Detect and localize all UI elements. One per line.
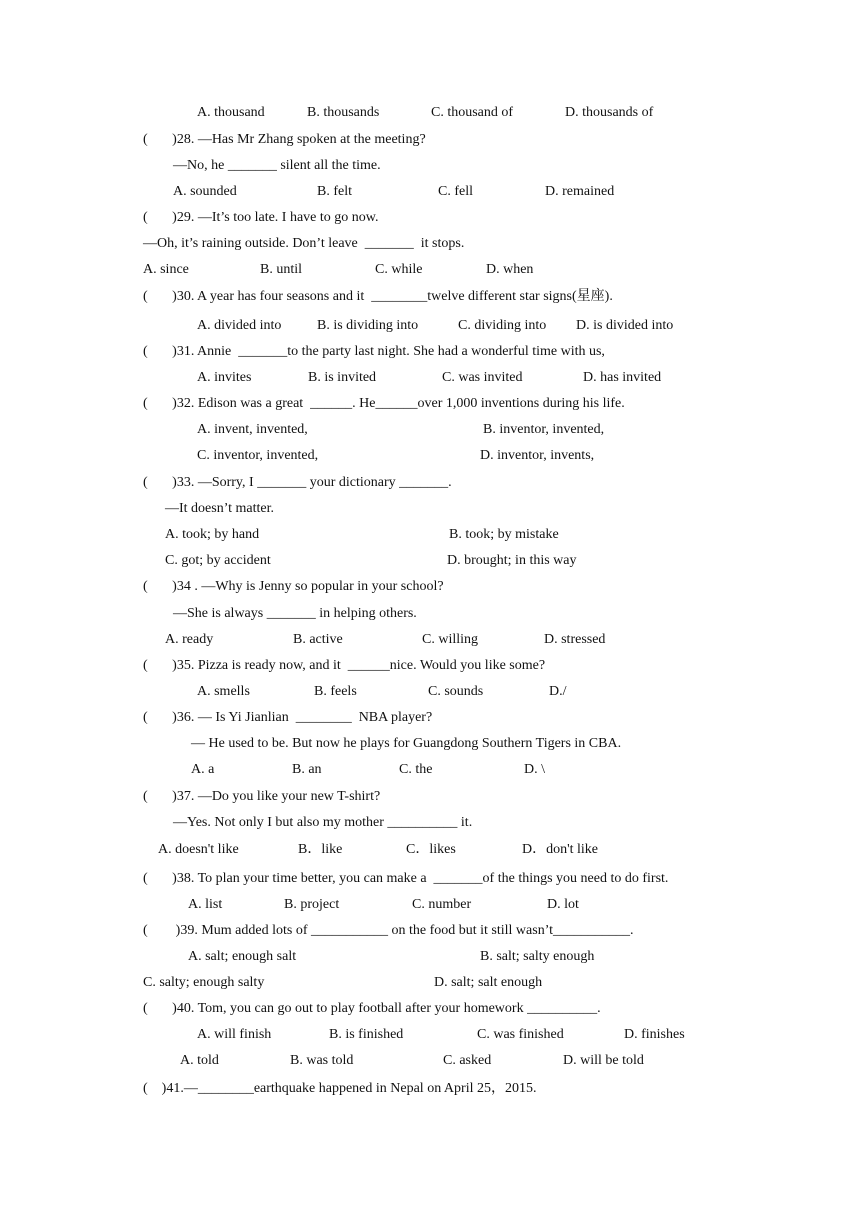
answer-option: A. thousand — [197, 105, 265, 120]
answer-option: D. has invited — [583, 370, 662, 385]
answer-option: D. remained — [545, 184, 615, 199]
question-stem: ( )32. Edison was a great ______. He______over 1,000 inventions during his life. — [143, 396, 625, 411]
answer-option: C. while — [375, 262, 423, 277]
answer-option: C. willing — [422, 632, 479, 647]
answer-option: D. lot — [547, 897, 579, 912]
answer-option: A. invent, invented, — [197, 422, 308, 437]
answer-option: B. salt; salty enough — [480, 949, 595, 964]
answer-option: C. number — [412, 897, 472, 912]
answer-option: A. divided into — [197, 318, 282, 333]
answer-option: A. doesn't like — [158, 842, 239, 857]
dialogue-line: —It doesn’t matter. — [165, 501, 274, 516]
answer-option: C. got; by accident — [165, 553, 271, 568]
answer-option: B. took; by mistake — [449, 527, 559, 542]
answer-option: A. smells — [197, 684, 250, 699]
dialogue-line: —No, he _______ silent all the time. — [173, 158, 381, 173]
answer-option: A. sounded — [173, 184, 237, 199]
answer-option: A. ready — [165, 632, 214, 647]
answer-option: B. thousands — [307, 105, 380, 120]
answer-option: C. was invited — [442, 370, 523, 385]
answer-option: B. inventor, invented, — [483, 422, 605, 437]
answer-option: A. invites — [197, 370, 252, 385]
answer-option: B. project — [284, 897, 340, 912]
answer-option: D. when — [486, 262, 534, 277]
answer-option: D./ — [549, 684, 567, 699]
answer-option: D. \ — [524, 762, 545, 777]
answer-option: D. stressed — [544, 632, 606, 647]
answer-option: D. inventor, invents, — [480, 448, 595, 463]
answer-option: C. was finished — [477, 1027, 564, 1042]
answer-option: C. inventor, invented, — [197, 448, 319, 463]
answer-option: A. a — [191, 762, 215, 777]
answer-option: D. will be told — [563, 1053, 644, 1068]
answer-option: C. thousand of — [431, 105, 514, 120]
answer-option: C．likes — [406, 842, 456, 857]
question-stem: ( )37. —Do you like your new T-shirt? — [143, 789, 381, 804]
answer-option: B. feels — [314, 684, 357, 699]
dialogue-line: —Oh, it’s raining outside. Don’t leave _______ it stops. — [143, 236, 465, 251]
answer-option: C. asked — [443, 1053, 492, 1068]
answer-option: D. salt; salt enough — [434, 975, 543, 990]
dialogue-line: —She is always _______ in helping others. — [173, 606, 417, 621]
question-stem: ( )41.—________earthquake happened in Nepal on April 25，2015. — [143, 1081, 537, 1096]
question-stem: ( )39. Mum added lots of ___________ on the food but it still wasn’t___________. — [143, 923, 634, 938]
dialogue-line: — He used to be. But now he plays for Guangdong Southern Tigers in CBA. — [191, 736, 622, 751]
answer-option: A. will finish — [197, 1027, 272, 1042]
answer-option: D. is divided into — [576, 318, 674, 333]
question-stem: ( )35. Pizza is ready now, and it ______nice. Would you like some? — [143, 658, 546, 673]
answer-option: C. sounds — [428, 684, 484, 699]
answer-option: D. brought; in this way — [447, 553, 577, 568]
answer-option: A. took; by hand — [165, 527, 260, 542]
answer-option: B. an — [292, 762, 322, 777]
answer-option: D. thousands of — [565, 105, 654, 120]
answer-option: B. is invited — [308, 370, 377, 385]
answer-option: A. salt; enough salt — [188, 949, 297, 964]
answer-option: D. finishes — [624, 1027, 685, 1042]
question-stem: ( )40. Tom, you can go out to play football after your homework __________. — [143, 1001, 601, 1016]
question-stem: ( )28. —Has Mr Zhang spoken at the meeting? — [143, 132, 426, 147]
answer-option: B. is finished — [329, 1027, 404, 1042]
answer-option: B. is dividing into — [317, 318, 419, 333]
answer-option: D．don't like — [522, 842, 599, 857]
answer-option: B. active — [293, 632, 343, 647]
question-stem: ( )30. A year has four seasons and it ________twelve different star signs(星座). — [143, 289, 613, 304]
answer-option: A. since — [143, 262, 189, 277]
answer-option: C. the — [399, 762, 433, 777]
answer-option: B．like — [298, 842, 343, 857]
answer-option: C. dividing into — [458, 318, 547, 333]
dialogue-line: —Yes. Not only I but also my mother __________ it. — [173, 815, 473, 830]
answer-option: B. felt — [317, 184, 352, 199]
question-stem: ( )33. —Sorry, I _______ your dictionary _______. — [143, 475, 452, 490]
question-stem: ( )29. —It’s too late. I have to go now. — [143, 210, 379, 225]
question-stem: ( )31. Annie _______to the party last night. She had a wonderful time with us, — [143, 344, 605, 359]
answer-option: B. was told — [290, 1053, 354, 1068]
question-stem: ( )38. To plan your time better, you can make a _______of the things you need to do first. — [143, 871, 669, 886]
question-stem: ( )34 . —Why is Jenny so popular in your school? — [143, 579, 444, 594]
answer-option: C. salty; enough salty — [143, 975, 265, 990]
answer-option: C. fell — [438, 184, 473, 199]
answer-option: B. until — [260, 262, 303, 277]
answer-option: A. told — [180, 1053, 219, 1068]
question-stem: ( )36. — Is Yi Jianlian ________ NBA player? — [143, 710, 433, 725]
answer-option: A. list — [188, 897, 223, 912]
